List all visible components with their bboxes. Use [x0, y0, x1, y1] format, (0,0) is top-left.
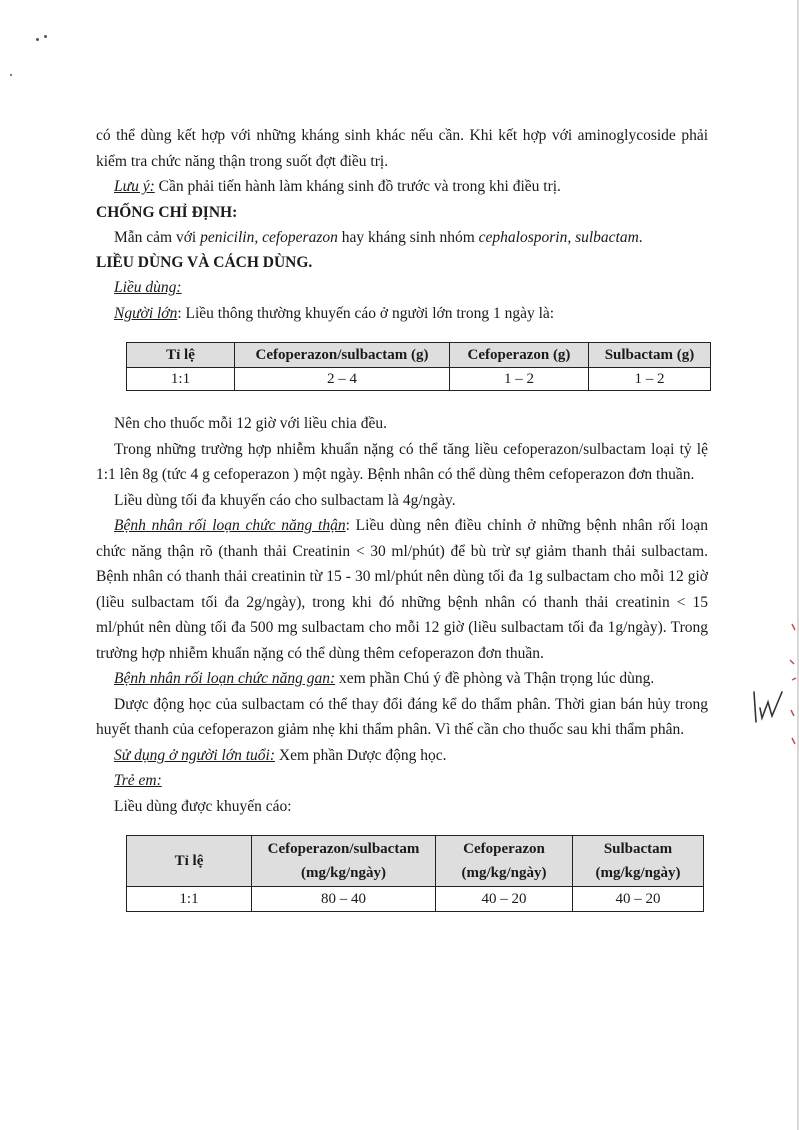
table-header: Tỉ lệ	[127, 836, 252, 887]
table-cell: 80 – 40	[252, 887, 436, 912]
margin-stamp-marks	[786, 620, 798, 750]
table-header: Cefoperazon (g)	[450, 343, 589, 368]
elderly-dosage: Sử dụng ở người lớn tuổi: Xem phần Dược động học.	[114, 746, 447, 764]
scan-speck	[44, 35, 47, 38]
table-cell: 1:1	[127, 368, 235, 391]
scan-speck	[36, 38, 39, 41]
note-paragraph	[96, 174, 708, 200]
contraindication-heading: CHỐNG CHỈ ĐỊNH:	[96, 203, 238, 221]
table-cell: 2 – 4	[235, 368, 450, 391]
table-header: Tỉ lệ	[127, 343, 235, 368]
note-text: Cần phải tiến hành làm kháng sinh đồ trước và trong khi điều trị.	[154, 178, 561, 195]
table-cell: 40 – 20	[573, 887, 704, 912]
hepatic-dosage: Bệnh nhân rối loạn chức năng gan: xem phần Chú ý đề phòng và Thận trọng lúc dùng.	[114, 670, 655, 687]
children-dosage-table	[126, 835, 704, 912]
table-cell: 1 – 2	[589, 368, 711, 391]
adult-dosage-table	[126, 342, 711, 391]
max-dosage: Liều dùng tối đa khuyến cáo cho sulbactam là 4g/ngày.	[114, 491, 456, 509]
table-header: Cefoperazon/sulbactam (g)	[235, 343, 450, 368]
children-heading: Trẻ em:	[114, 772, 162, 789]
document-content	[96, 123, 708, 912]
dosage-heading: LIỀU DÙNG VÀ CÁCH DÙNG.	[96, 254, 313, 271]
table-cell: 1:1	[127, 887, 252, 912]
table-row	[127, 887, 704, 912]
scan-speck	[10, 74, 12, 76]
dialysis-paragraph: Dược động học của sulbactam có thể thay đổi đáng kể do thẩm phân. Thời gian bán hủy trong huyết thanh của cefoperazon giảm nhẹ khi thẩm phân. Vì thế cần cho thuốc sau khi thẩm phân.	[96, 695, 708, 738]
dosage-subheading: Liều dùng:	[114, 279, 182, 296]
dosing-interval: Nên cho thuốc mỗi 12 giờ với liều chia đều.	[114, 415, 387, 432]
paragraph-intro: có thể dùng kết hợp với những kháng sinh khác nếu cần. Khi kết hợp với aminoglycoside phải kiểm tra chức năng thận trong suốt đợt điều trị.	[96, 127, 708, 170]
contraindication-text: Mẫn cảm với penicilin, cefoperazon hay kháng sinh nhóm cephalosporin, sulbactam.	[114, 228, 643, 246]
table-header: Sulbactam (g)	[589, 343, 711, 368]
table-cell: 40 – 20	[436, 887, 573, 912]
table-cell: 1 – 2	[450, 368, 589, 391]
renal-dosage: Bệnh nhân rối loạn chức năng thận: Liều dùng nên điều chỉnh ở những bệnh nhân rối loạn chức năng thận rõ (thanh thải Creatinin < 30 ml/phút) để bù trừ sự giảm thanh thải sulbactam. Bệnh nhân có thanh thải creatinin từ 15 - 30 ml/phút nên dùng tối đa 1g sulbactam cho mỗi 12 giờ (liều sulbactam tối đa 2g/ngày), trong khi đó những bệnh nhân có thanh thải creatinin < 15 ml/phút nên dùng tối đa 500 mg sulbactam cho mỗi 12 giờ (liều sulbactam tối đa 1g/ngày). Trong trường hợp nhiễm khuẩn nặng có thể dùng thêm cefoperazon đơn thuần.	[96, 517, 708, 662]
table-header: Sulbactam (mg/kg/ngày)	[573, 836, 704, 887]
note-label: Lưu ý:	[114, 178, 155, 195]
handwritten-initial-mark	[748, 688, 788, 728]
table-header: Cefoperazon (mg/kg/ngày)	[436, 836, 573, 887]
severe-infection-dosage: Trong những trường hợp nhiễm khuẩn nặng có thể tăng liều cefoperazon/sulbactam loại tỷ lệ 1:1 lên 8g (tức 4 g cefoperazon ) một ngày. Bệnh nhân có thể dùng thêm cefoperazon đơn thuần.	[96, 440, 708, 483]
children-dosage-intro: Liều dùng được khuyến cáo:	[114, 797, 292, 815]
adult-dosage: Người lớn: Liều thông thường khuyến cáo ở người lớn trong 1 ngày là:	[114, 304, 555, 322]
table-header: Cefoperazon/sulbactam (mg/kg/ngày)	[252, 836, 436, 887]
table-row	[127, 368, 711, 391]
